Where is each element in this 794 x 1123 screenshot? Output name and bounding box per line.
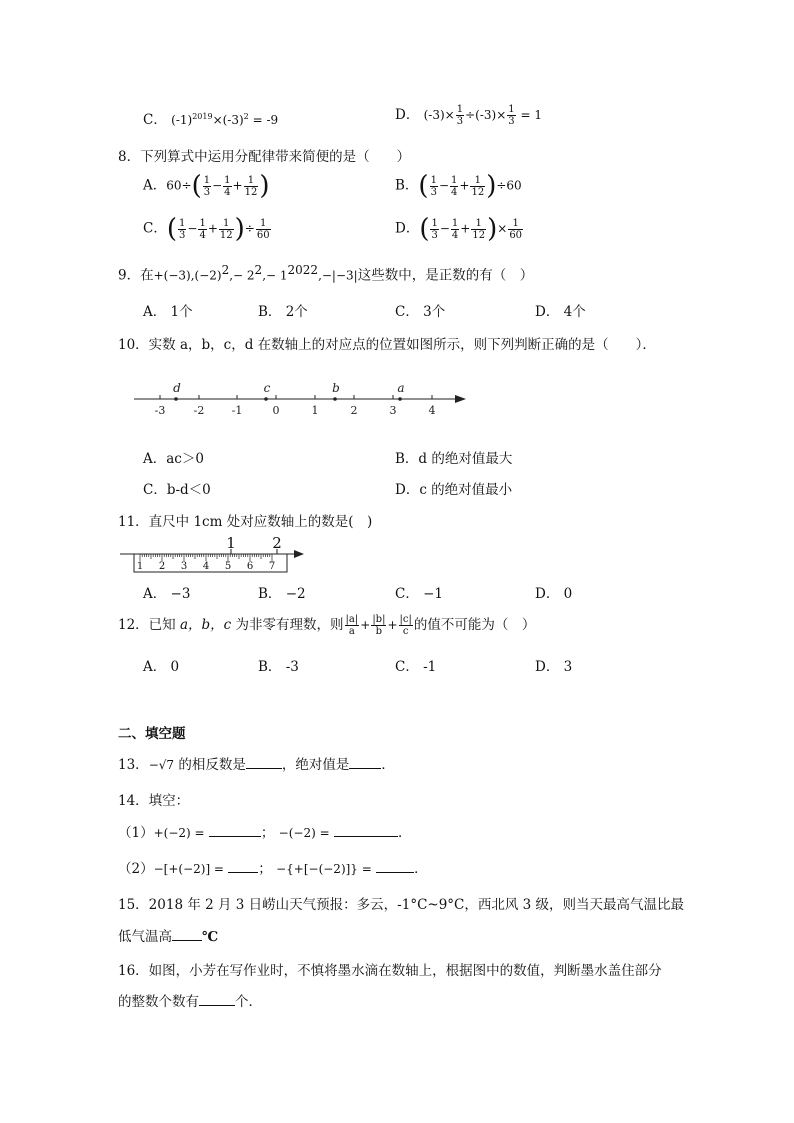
q9-option-a: A． 1个 bbox=[143, 304, 193, 320]
q11-ruler-6: 6 bbox=[246, 561, 254, 572]
q10-point-c: c bbox=[263, 381, 271, 395]
q15-blank[interactable] bbox=[172, 928, 202, 941]
q8-option-b: B．( $\frac{1}{3}$ − $\frac{1}{4}$ + $\frac{1}{12}$ )÷60 bbox=[395, 171, 522, 201]
q14-blank-2b[interactable] bbox=[376, 860, 414, 873]
q7-c-expr: $(-1)^{2019}\times(-3)^2 = -9$ bbox=[171, 112, 279, 127]
q11-option-a: A． −3 bbox=[143, 586, 191, 602]
q8-option-c: C．( $\frac{1}{3}$ − $\frac{1}{4}$ + $\frac{1}{12}$ )÷ $\frac{1}{60}$ bbox=[143, 214, 270, 244]
q14-blank-1b[interactable] bbox=[334, 824, 398, 837]
q11-axis-label-1: 1 bbox=[226, 534, 236, 552]
q11-option-b: B． −2 bbox=[258, 586, 306, 602]
q10-point-a: a bbox=[397, 381, 405, 395]
q16-line1: 16．如图，小芳在写作业时，不慎将墨水滴在数轴上，根据图中的数值，判断墨水盖住部分 bbox=[118, 963, 662, 979]
q11-ruler-1: 1 bbox=[136, 561, 144, 572]
q10-stem: 10．实数 a，b，c，d 在数轴上的对应点的位置如图所示，则下列判断正确的是（ ）． bbox=[118, 337, 656, 353]
q14-blank-2a[interactable] bbox=[228, 860, 258, 873]
q11-stem: 11．直尺中 1cm 处对应数轴上的数是( ) bbox=[118, 514, 373, 530]
q11-ruler-2: 2 bbox=[158, 561, 166, 572]
q12-option-a: A． 0 bbox=[143, 659, 180, 675]
q10-tick-neg3: -3 bbox=[154, 404, 166, 417]
q13-stem: 13．−√7 的相反数是 ，绝对值是 ． bbox=[118, 757, 395, 773]
q10-tick-neg1: -1 bbox=[231, 404, 243, 417]
q10-option-d: D．c 的绝对值最小 bbox=[395, 482, 513, 498]
q10-tick-2: 2 bbox=[350, 404, 358, 417]
q10-point-b: b bbox=[332, 381, 340, 395]
q11-ruler-4: 4 bbox=[202, 561, 210, 572]
q10-tick-1: 1 bbox=[311, 404, 319, 417]
q9-option-c: C． 3个 bbox=[395, 304, 446, 320]
q15-line1: 15．2018 年 2 月 3 日崂山天气预报：多云，-1°C~9°C，西北风 3 级，则当天最高气温比最 bbox=[118, 897, 685, 913]
q8-option-d: D．( $\frac{1}{3}$ − $\frac{1}{4}$ + $\frac{1}{12}$ )× $\frac{1}{60}$ bbox=[395, 214, 523, 244]
q8-option-a: A．60÷( $\frac{1}{3}$ − $\frac{1}{4}$ + $\frac{1}{12}$ ) bbox=[143, 171, 270, 201]
q10-option-c: C．b-d＜0 bbox=[143, 482, 211, 498]
q7-d-expr: (-3)× $\frac{1}{3}$ ÷(-3)× $\frac{1}{3}$ = 1 bbox=[423, 104, 542, 127]
q10-point-d: d bbox=[173, 381, 181, 395]
q7-c-letter: C． bbox=[143, 112, 167, 128]
q12-option-d: D． 3 bbox=[535, 659, 573, 675]
q11-ruler-7: 7 bbox=[268, 561, 276, 572]
q11-option-c: C． −1 bbox=[395, 586, 444, 602]
q12-option-b: B． -3 bbox=[258, 659, 299, 675]
q15-line2: 低气温高 ℃ bbox=[118, 929, 219, 945]
q11-option-d: D． 0 bbox=[535, 586, 573, 602]
q16-line2: 的整数个数有 个． bbox=[118, 994, 262, 1010]
q12-stem: 12．已知 a，b，c 为非零有理数，则 $\frac{|a|}{a}$ + $\frac{|b|}{b}$ + $\frac{|c|}{c}$ 的值不可能为（ ） bbox=[118, 614, 536, 637]
q10-tick-3: 3 bbox=[389, 404, 397, 417]
q8-stem: 8．下列算式中运用分配律带来简便的是（ ） bbox=[118, 149, 411, 165]
q14-blank-1a[interactable] bbox=[209, 824, 261, 837]
q9-option-d: D． 4个 bbox=[535, 304, 586, 320]
q12-option-c: C． -1 bbox=[395, 659, 437, 675]
q14-line2: （2）−[+(−2)] = ； −{+[−(−2)]} = ． bbox=[118, 861, 428, 877]
q7-option-d bbox=[395, 103, 542, 127]
q10-tick-4: 4 bbox=[428, 404, 436, 417]
q11-ruler-3: 3 bbox=[180, 561, 188, 572]
q10-tick-0: 0 bbox=[272, 404, 280, 417]
q11-ruler-figure bbox=[118, 534, 308, 576]
q10-tick-neg2: -2 bbox=[193, 404, 205, 417]
q7-d-letter: D． bbox=[395, 107, 420, 123]
q14-stem: 14．填空： bbox=[118, 793, 190, 809]
q11-ruler-5: 5 bbox=[224, 561, 232, 572]
q13-blank-absolute[interactable] bbox=[349, 756, 381, 769]
q13-blank-opposite[interactable] bbox=[246, 756, 282, 769]
q10-option-b: B．d 的绝对值最大 bbox=[395, 451, 513, 467]
q11-axis-label-2: 2 bbox=[272, 534, 282, 552]
q9-option-b: B． 2个 bbox=[258, 304, 308, 320]
q10-option-a: A．ac＞0 bbox=[143, 451, 204, 467]
section-title-fill-blank: 二、填空题 bbox=[118, 726, 186, 742]
q9-stem: 9．在$+(-3),(-2)^2,- 2^2,- 1^{2022},-|-3|$这些数中，是正数的有（ ） bbox=[118, 263, 534, 284]
q10-number-line bbox=[130, 378, 470, 418]
q7-option-c bbox=[143, 108, 278, 128]
q14-line1: （1）+(−2) = ； −(−2) = ． bbox=[118, 825, 412, 841]
q16-blank[interactable] bbox=[199, 993, 235, 1006]
